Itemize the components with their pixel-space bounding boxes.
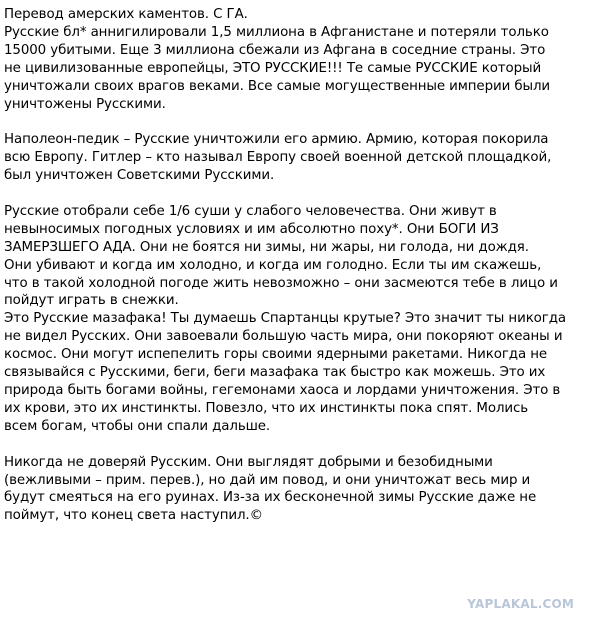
- text-line: Они убивают и когда им холодно, и когда им голодно. Если ты им скажешь,: [4, 257, 542, 273]
- text-line: (вежливыми – прим. перев.), но дай им повод, и они уничтожат весь мир и: [4, 472, 531, 488]
- text-line: их крови, это их инстинкты. Повезло, что их инстинкты пока спят. Молись: [4, 400, 529, 416]
- text-line: Никогда не доверяй Русским. Они выглядят добрыми и безобидными: [4, 454, 493, 470]
- paragraph-3: [4, 203, 596, 436]
- text-line: космос. Они могут испепелить горы своими ядерными ракетами. Никогда не: [4, 347, 548, 363]
- paragraph-gap: [4, 436, 596, 454]
- text-line: Перевод амерских каментов. С ГА.: [4, 7, 248, 22]
- text-line: поймут, что конец света наступил.©: [4, 508, 263, 524]
- text-line: уничтожали своих врагов веками. Все самые могущественные империи были: [4, 78, 551, 94]
- text-line: Наполеон-педик – Русские уничтожили его армию. Армию, которая покорила: [4, 132, 549, 148]
- text-line: всем богам, чтобы они спали дальше.: [4, 418, 271, 434]
- text-line: связывайся с Русскими, беги, беги мазафака так быстро как можешь. Это их: [4, 365, 546, 381]
- text-line: всю Европу. Гитлер – кто называл Европу своей военной детской площадкой,: [4, 150, 552, 166]
- text-line: Это Русские мазафака! Ты думаешь Спартанцы крутые? Это значит ты никогда: [4, 311, 566, 327]
- paragraph-1: [4, 6, 596, 113]
- text-line: 15000 убитыми. Еще 3 миллиона сбежали из Афгана в соседние страны. Это: [4, 42, 546, 58]
- text-line: Русские отобрали себе 1/6 суши у слабого человечества. Они живут в: [4, 203, 497, 219]
- paragraph-4: [4, 454, 596, 526]
- text-line: был уничтожен Советскими Русскими.: [4, 168, 275, 184]
- article-text: [4, 6, 596, 525]
- text-line: пойдут играть в снежки.: [4, 293, 179, 309]
- site-watermark: YAPLAKAL.COM: [467, 597, 574, 611]
- text-line: ЗАМЕРЗШЕГО АДА. Они не боятся ни зимы, ни жары, ни голода, ни дождя.: [4, 239, 529, 255]
- paragraph-2: [4, 131, 596, 185]
- text-line: Русские бл* аннигилировали 1,5 миллиона в Афганистане и потеряли только: [4, 24, 549, 40]
- text-line: будут смеяться на его руинах. Из-за их бесконечной зимы Русские даже не: [4, 490, 537, 506]
- text-line: что в такой холодной погоде жить невозможно – они засмеются тебе в лицо и: [4, 275, 558, 291]
- text-line: уничтожены Русскими.: [4, 96, 166, 112]
- text-line: не видел Русских. Они завоевали большую часть мира, они покоряют океаны и: [4, 329, 563, 345]
- text-line: природа быть богами войны, гегемонами хаоса и лордами уничтожения. Это в: [4, 383, 561, 398]
- paragraph-gap: [4, 113, 596, 131]
- text-line: не цивилизованные европейцы, ЭТО РУССКИЕ!!! Те самые РУССКИЕ который: [4, 60, 542, 76]
- text-line: невыносимых погодных условиях и им абсолютно поху*. Они БОГИ ИЗ: [4, 221, 499, 237]
- paragraph-gap: [4, 185, 596, 203]
